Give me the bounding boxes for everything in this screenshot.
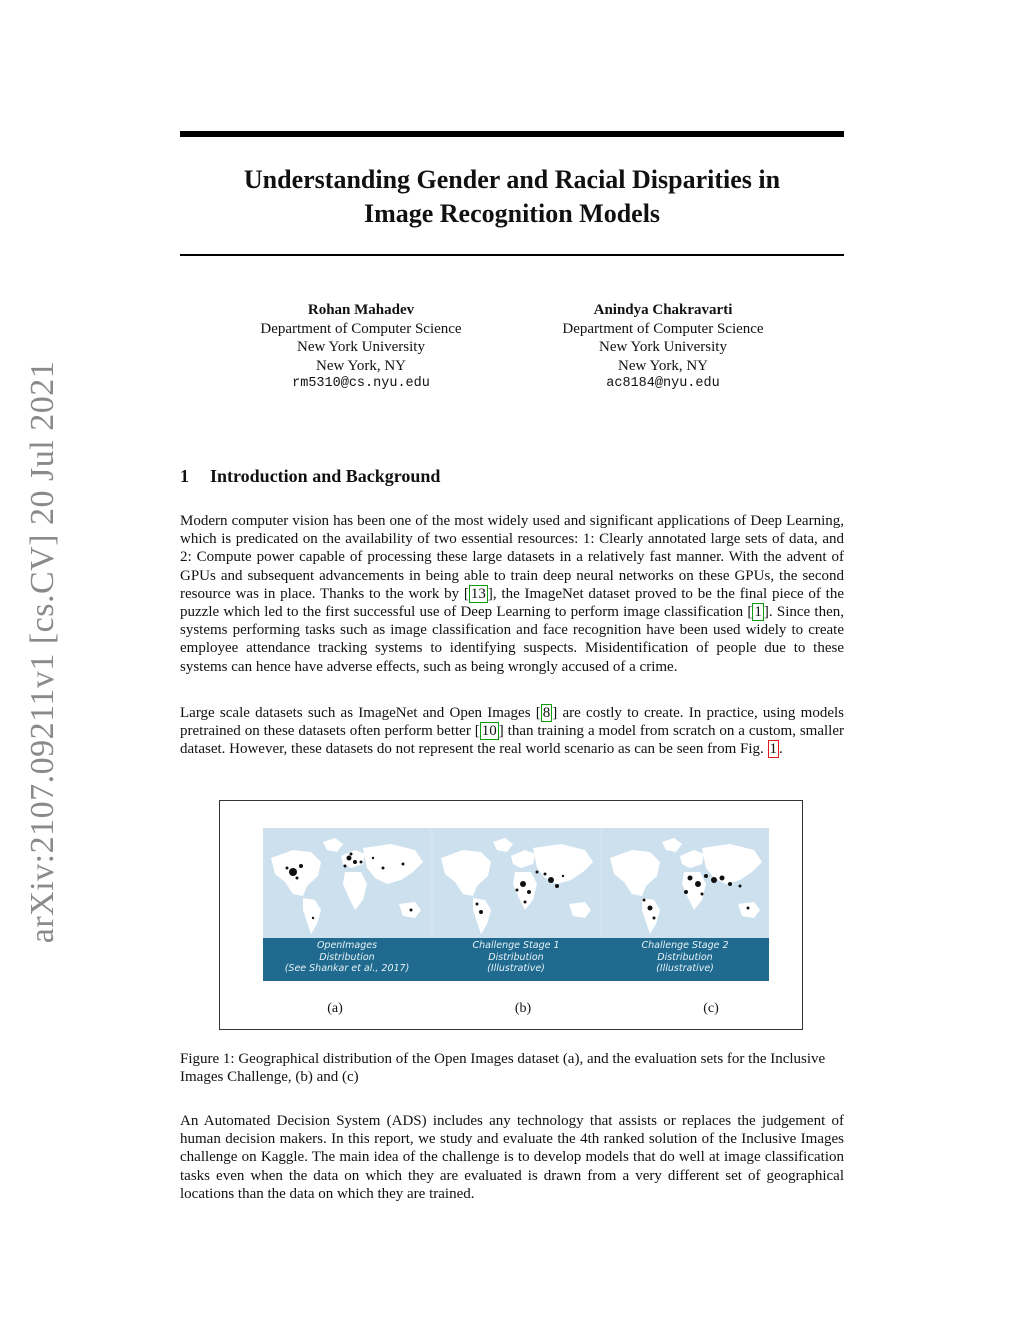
paragraph-text: Large scale datasets such as ImageNet and Open Images [180, 705, 536, 721]
world-map-a-image [263, 828, 430, 938]
world-map-b-image [433, 828, 600, 938]
citation-link[interactable]: 10 [481, 723, 497, 740]
figure-caption: Figure 1: Geographical distribution of the Open Images dataset (a), and the evaluation sets for the Inclusive Images Challenge, (b) and (c) [180, 1051, 826, 1086]
author-location: New York, NY [315, 357, 406, 374]
citation-link[interactable]: 1 [754, 604, 762, 621]
paragraph-text: . Since then, systems performing tasks such as image classification and face recognition have been used widely to create employee attendance tracking systems to identifying suspects. Misidentification of people due to these systems can hence have adverse effects, such as being wrongly accused of a crime. [180, 604, 844, 675]
author-department: Department of Computer Science [260, 320, 462, 337]
title-line-1: Understanding Gender and Racial Disparities in [243, 165, 781, 194]
intro-paragraph-3: An Automated Decision System (ADS) includes any technology that assists or replaces the judgement of human decision makers. In this report, we study and evaluate the 4th ranked solution of the Inclusive Images challenge on Kaggle. The main idea of the challenge is to develop models that do well at image classification tasks even when the data on which they are evaluated is drawn from a very different set of geographical locations than the data on which they are trained. [180, 1113, 844, 1202]
world-map-a [263, 828, 430, 938]
subfigure-label-b: (b) [514, 1001, 532, 1016]
paragraph-text: . [779, 741, 783, 758]
author-email[interactable]: ac8184@nyu.edu [606, 376, 720, 391]
title-bottom-rule [180, 254, 844, 256]
subfigure-label-c: (c) [703, 1001, 719, 1016]
legend-line: Distribution [488, 951, 544, 963]
world-map-c [602, 828, 769, 938]
legend-line: Distribution [657, 951, 713, 963]
paragraph-text: than training a model from scratch on a custom, smaller dataset. However, these datasets do not represent the real world scenario as can be seen from Fig. [180, 723, 844, 758]
author-university: New York University [297, 339, 425, 355]
legend-line: Distribution [319, 951, 375, 963]
legend-line: OpenImages [316, 940, 378, 951]
panel-b-legend [432, 938, 600, 981]
world-map-b [433, 828, 600, 938]
paragraph-text: , the ImageNet dataset proved to be the final piece of the puzzle which led to the first successful use of Deep Learning to perform image classification [180, 585, 844, 621]
panel-c-legend [601, 938, 769, 981]
intro-paragraph-2: Large scale datasets such as ImageNet and Open Images [ 8 ] are costly to create. In practice, using models pretrained on these datasets often perform better [ 10 ] than training a model from scratch on a custom, smaller dataset. However, these datasets do not represent the real world scenario as can be seen from Fig. 1 . [180, 705, 844, 758]
paper-title [180, 163, 844, 231]
title-line-2: Image Recognition Models [363, 199, 661, 228]
paragraph-text: are costly to create. In practice, using models pretrained on these datasets often perform better [180, 705, 844, 740]
section-number: 1 [180, 466, 189, 486]
citation-link[interactable]: 13 [470, 585, 486, 602]
section-heading [180, 466, 440, 487]
world-map-c-image [602, 828, 769, 938]
legend-line: Challenge Stage 2 [641, 940, 729, 951]
section-title: Introduction and Background [210, 466, 441, 486]
paragraph-text: Modern computer vision has been one of the most widely used and significant applications of Deep Learning, which is predicated on the availability of two essential resources: 1: Clearly annotated large sets of data, and 2: Compute power capable of processing these large datasets in a relatively fast manner. With the advent of GPUs and subsequent advancements in being able to train deep neural networks on these GPUs, the second resource was in place. Thanks to the work by [180, 513, 844, 602]
subfigure-label-a: (a) [327, 1001, 343, 1016]
legend-line: (See Shankar et al., 2017) [284, 963, 410, 974]
author-block-2 [523, 301, 803, 394]
legend-line: (Illustrative) [656, 963, 714, 974]
author-university: New York University [599, 339, 727, 355]
author-name: Rohan Mahadev [307, 302, 415, 318]
author-department: Department of Computer Science [562, 320, 764, 337]
figure-legend-banner [263, 938, 769, 981]
legend-line: Challenge Stage 1 [472, 940, 560, 951]
author-email[interactable]: rm5310@cs.nyu.edu [292, 376, 430, 391]
author-block-1 [221, 301, 501, 394]
figure-link[interactable]: 1 [769, 741, 778, 758]
author-name: Anindya Chakravarti [593, 302, 733, 318]
author-location: New York, NY [617, 357, 708, 374]
panel-a-legend [263, 938, 431, 981]
arxiv-identifier-text: arXiv:2107.09211v1 [cs.CV] 20 Jul 2021 [24, 360, 61, 944]
world-maps [263, 828, 769, 938]
intro-paragraph-1: Modern computer vision has been one of the most widely used and significant applications of Deep Learning, which is predicated on the availability of two essential resources: 1: Clearly annotated large sets of data, and 2: Compute power capable of processing these large datasets in a relatively fast manner. With the advent of GPUs and subsequent advancements in being able to train deep neural networks on these GPUs, the second resource was in place. Thanks to the work by [ 13 ], the ImageNet dataset proved to be the final piece of the puzzle which led to the first successful use of Deep Learning to perform image classification [ 1 ]. Since then, systems performing tasks such as image classification and face recognition have been used widely to create employee attendance tracking systems to identifying suspects. Misidentification of people due to these systems can hence have adverse effects, such as being wrongly accused of a crime. [180, 513, 844, 675]
title-top-rule [180, 131, 844, 137]
figure-1 [219, 800, 803, 1030]
citation-link[interactable]: 8 [542, 705, 551, 721]
legend-line: (Illustrative) [487, 963, 545, 974]
